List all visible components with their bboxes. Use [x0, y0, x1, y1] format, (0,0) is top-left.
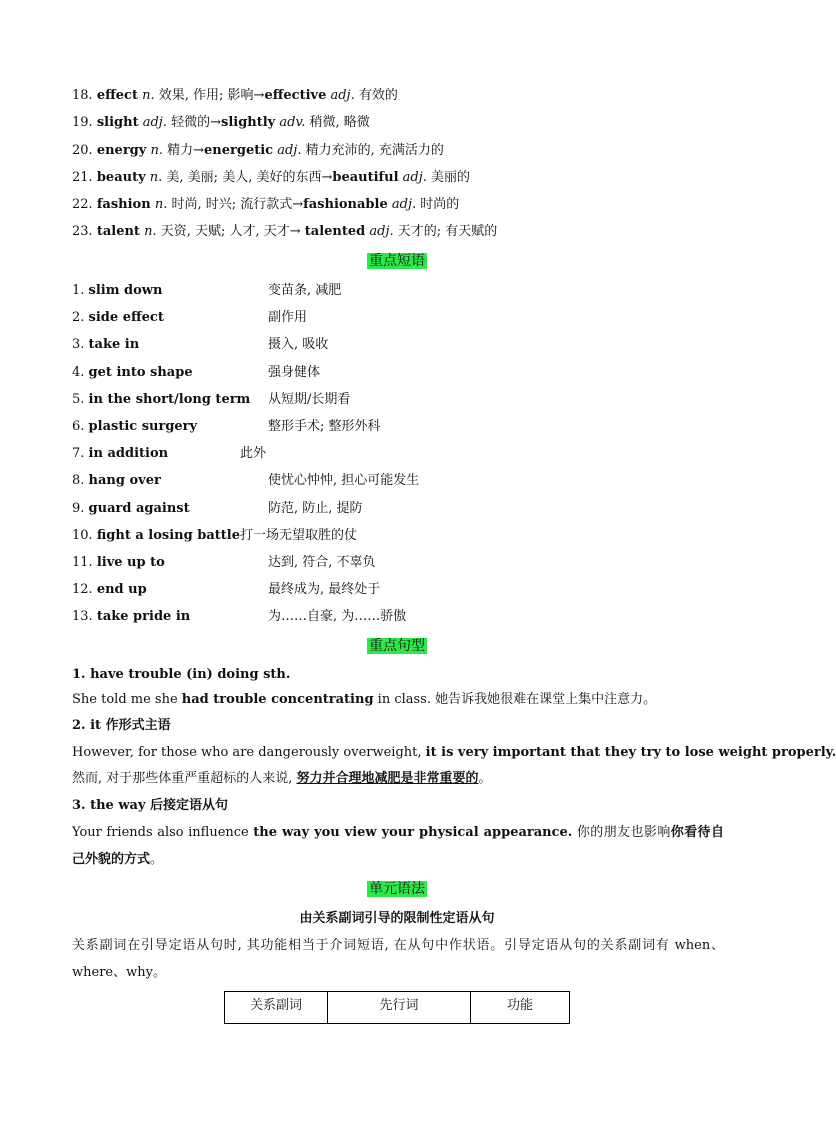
table-header-cell: 功能	[471, 992, 570, 1024]
vocab-derived-word: beautiful	[332, 170, 399, 185]
phrase-item	[72, 281, 162, 301]
vocab-meaning: 天才的; 有天赋的	[393, 224, 498, 239]
vocab-number: 19.	[72, 115, 93, 130]
sentence-pattern-2-translation	[72, 769, 492, 789]
example-highlight: it is very important that they try to lose weight properly.	[425, 745, 836, 760]
vocab-derived-word: talented	[304, 224, 366, 239]
vocab-meaning: 美, 美丽; 美人, 美好的东西→	[162, 170, 333, 185]
sentence-pattern-1-example	[72, 690, 656, 710]
vocab-pos: n.	[154, 197, 168, 212]
vocab-pos: adj.	[391, 197, 417, 212]
example-text: 你的朋友也影响	[572, 825, 671, 840]
phrase-item	[72, 553, 165, 573]
vocab-meaning: 稍微, 略微	[305, 115, 370, 130]
vocab-word: energy	[96, 143, 147, 158]
section-heading-label: 重点句型	[369, 638, 425, 654]
phrase-english: take in	[88, 337, 140, 352]
vocab-pos: n.	[144, 224, 157, 239]
phrase-english: live up to	[96, 555, 165, 570]
vocab-word: beauty	[96, 170, 146, 185]
phrase-english: fight a losing battle	[96, 528, 240, 543]
phrase-meaning: 使忧心忡忡, 担心可能发生	[268, 473, 420, 488]
vocab-derived-word: fashionable	[303, 197, 388, 212]
pattern-title: 2. it 作形式主语	[72, 718, 171, 733]
phrase-item	[72, 580, 147, 600]
phrase-meaning: 防范, 防止, 提防	[268, 501, 363, 516]
vocab-number: 21.	[72, 170, 93, 185]
vocab-word: fashion	[96, 197, 151, 212]
phrase-meaning: 变苗条, 减肥	[268, 283, 342, 298]
phrase-item	[72, 607, 190, 627]
section-heading-label: 单元语法	[369, 881, 425, 897]
phrase-english: guard against	[88, 501, 190, 516]
phrase-number: 3.	[72, 337, 85, 352]
vocab-number: 23.	[72, 224, 93, 239]
vocab-item	[72, 168, 470, 188]
section-heading-grammar	[0, 878, 794, 900]
phrase-english: get into shape	[88, 365, 193, 380]
sentence-pattern-3-title	[72, 796, 228, 816]
grammar-explanation: 关系副词在引导定语从句时, 其功能相当于介词短语, 在从句中作状语。引导定语从句的关系副词有 when、where、why。	[72, 938, 724, 980]
phrase-item	[72, 444, 168, 464]
phrase-item	[72, 417, 197, 437]
phrase-number: 11.	[72, 555, 93, 570]
sentence-pattern-1-title	[72, 665, 290, 685]
vocab-item	[72, 195, 459, 215]
translation-highlight: 你看待自己外貌的方式	[72, 825, 724, 867]
vocab-meaning: 精力充沛的, 充满活力的	[301, 143, 444, 158]
phrase-meaning: 摄入, 吸收	[268, 337, 329, 352]
phrase-meaning: 此外	[240, 446, 267, 461]
vocab-pos: adv.	[279, 115, 306, 130]
table-header-cell: 关系副词	[225, 992, 328, 1024]
example-text: However, for those who are dangerously overweight,	[72, 745, 426, 760]
example-highlight: the way you view your physical appearance.	[253, 825, 573, 840]
phrase-meaning: 副作用	[268, 310, 308, 325]
phrase-english: plastic surgery	[88, 419, 198, 434]
phrase-number: 12.	[72, 582, 93, 597]
phrase-english: side effect	[88, 310, 164, 325]
phrase-number: 5.	[72, 392, 85, 407]
phrase-number: 9.	[72, 501, 85, 516]
vocab-derived-word: energetic	[204, 143, 274, 158]
vocab-meaning: 有效的	[354, 88, 398, 103]
phrase-number: 7.	[72, 446, 85, 461]
section-heading-phrases	[0, 250, 794, 272]
phrase-number: 4.	[72, 365, 85, 380]
translation-text: 。	[478, 771, 492, 786]
phrase-english: in the short/long term	[88, 392, 251, 407]
phrase-item	[72, 526, 240, 546]
example-highlight: had trouble concentrating	[181, 692, 374, 707]
phrase-item	[72, 471, 161, 491]
table-header-row	[225, 992, 570, 1024]
sentence-pattern-3-example	[72, 819, 724, 873]
phrase-english: hang over	[88, 473, 161, 488]
phrase-meaning: 从短期/长期看	[268, 392, 351, 407]
vocab-derived-word: slightly	[221, 115, 276, 130]
grammar-title: 由关系副词引导的限制性定语从句	[299, 911, 495, 926]
vocab-derived-word: effective	[264, 88, 327, 103]
phrase-item	[72, 363, 193, 383]
vocab-item	[72, 113, 370, 133]
vocab-word: slight	[96, 115, 139, 130]
vocab-word: effect	[96, 88, 138, 103]
vocab-pos: n.	[149, 170, 163, 185]
phrase-meaning: 打一场无望取胜的仗	[240, 528, 358, 543]
vocab-meaning: 轻微的→	[166, 115, 221, 130]
phrase-english: end up	[96, 582, 147, 597]
phrase-meaning: 最终成为, 最终处于	[268, 582, 381, 597]
example-text: in class. 她告诉我她很难在课堂上集中注意力。	[373, 692, 657, 707]
phrase-item	[72, 390, 250, 410]
phrase-number: 2.	[72, 310, 85, 325]
phrase-number: 1.	[72, 283, 85, 298]
grammar-table	[224, 991, 570, 1024]
vocab-pos: n.	[150, 143, 163, 158]
vocab-number: 18.	[72, 88, 93, 103]
phrase-number: 13.	[72, 609, 93, 624]
vocab-pos: adj.	[369, 224, 394, 239]
vocab-word: talent	[96, 224, 140, 239]
phrase-meaning: 整形手术; 整形外科	[268, 419, 381, 434]
vocab-pos: adj.	[277, 143, 302, 158]
phrase-item	[72, 308, 164, 328]
example-text: Your friends also influence	[72, 825, 254, 840]
vocab-pos: adj.	[402, 170, 427, 185]
phrase-number: 8.	[72, 473, 85, 488]
vocab-item	[72, 141, 444, 161]
phrase-item	[72, 499, 190, 519]
vocab-meaning: 效果, 作用; 影响→	[154, 88, 265, 103]
example-text: She told me she	[72, 692, 182, 707]
translation-text: 然而, 对于那些体重严重超标的人来说,	[72, 771, 297, 786]
vocab-meaning: 美丽的	[426, 170, 471, 185]
phrase-number: 6.	[72, 419, 85, 434]
section-heading-sentences	[0, 635, 794, 657]
vocab-meaning: 时尚的	[416, 197, 460, 212]
phrase-number: 10.	[72, 528, 93, 543]
phrase-item	[72, 335, 139, 355]
translation-highlight: 努力并合理地减肥是非常重要的	[296, 771, 479, 786]
pattern-title: 1. have trouble (in) doing sth.	[72, 667, 291, 682]
vocab-item	[72, 86, 398, 106]
vocab-pos: n.	[142, 88, 155, 103]
phrase-english: take pride in	[96, 609, 191, 624]
sentence-pattern-2-title	[72, 716, 171, 736]
vocab-meaning: 时尚, 时兴; 流行款式→	[167, 197, 304, 212]
vocab-number: 20.	[72, 143, 93, 158]
vocab-pos: adj.	[330, 88, 355, 103]
vocab-pos: adj.	[142, 115, 167, 130]
vocab-number: 22.	[72, 197, 93, 212]
sentence-pattern-2-example	[72, 743, 836, 763]
vocab-meaning: 精力→	[162, 143, 205, 158]
vocab-item	[72, 222, 497, 242]
phrase-meaning: 强身健体	[268, 365, 321, 380]
phrase-meaning: 达到, 符合, 不辜负	[268, 555, 376, 570]
section-heading-label: 重点短语	[369, 253, 425, 269]
phrase-english: slim down	[88, 283, 163, 298]
phrase-meaning: 为……自豪, 为……骄傲	[268, 609, 407, 624]
pattern-title: 3. the way 后接定语从句	[72, 798, 229, 813]
vocab-meaning: 天资, 天赋; 人才, 天才→	[156, 224, 305, 239]
phrase-english: in addition	[88, 446, 169, 461]
example-text: 。	[150, 852, 164, 867]
table-header-cell: 先行词	[328, 992, 471, 1024]
